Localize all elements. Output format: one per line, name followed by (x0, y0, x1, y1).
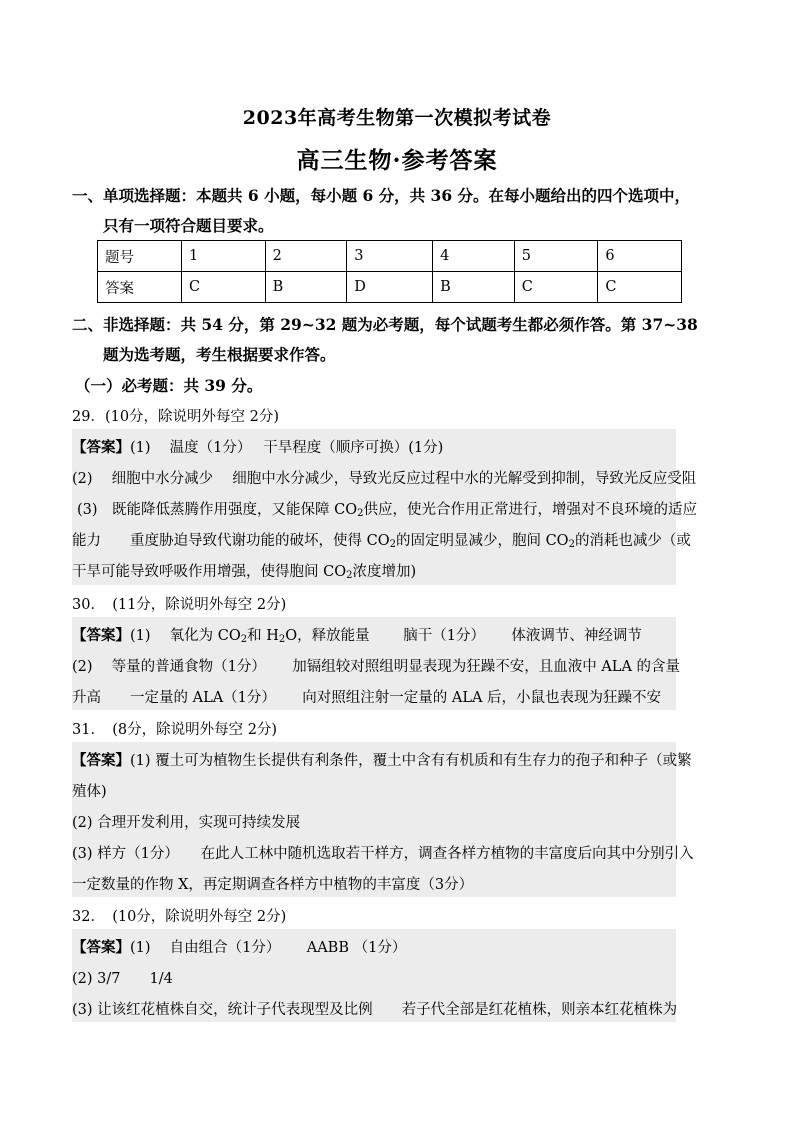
table-cell-answer: B (265, 272, 347, 303)
q29-answer-line1: 【答案】(1) 温度（1分） 干旱程度（顺序可换）(1分) (72, 439, 444, 456)
q31-answer-line2: 殖体) (72, 784, 107, 800)
answer-key-title: 高三生物·参考答案 (296, 147, 498, 174)
q30-answer-line3: 升高 一定量的 ALA（1分） 向对照组注射一定量的 ALA 后，小鼠也表现为狂躁不安 (72, 690, 662, 706)
q29-header: 29．(10分，除说明外每空 2分) (72, 409, 280, 425)
q32-answer-line1: 【答案】(1) 自由组合（1分） AABB （1分） (72, 939, 407, 956)
table-cell-answer: D (347, 272, 433, 303)
answer-label: 【答案】 (72, 439, 130, 456)
q29-answer-line3: (3) 既能降低蒸腾作用强度，又能保障 $CO_2$供应，使光合作用正常进行，增强对不良环境的适应 (77, 502, 698, 519)
section1-instructions-line1: 一、单项选择题：本题共 6 小题，每小题 6 分，共 36 分。在每小题给出的四个选项中， (72, 186, 691, 205)
q31-header: 31． (8分，除说明外每空 2分) (72, 722, 278, 738)
q29-answer-line2: (2) 细胞中水分减少 细胞中水分减少，导致光反应过程中水的光解受到抑制，导致光反应受阻 (72, 471, 697, 487)
table-cell-number: 5 (514, 241, 598, 272)
q30-header: 30． (11分，除说明外每空 2分) (72, 597, 287, 613)
table-cell-answer: C (598, 272, 682, 303)
section2-instructions-line2: 题为选考题，考生根据要求作答。 (103, 345, 336, 364)
table-cell-number: 4 (433, 241, 515, 272)
section1-instructions-line2: 只有一项符合题目要求。 (103, 216, 274, 235)
table-header-question-number: 题号 (98, 241, 182, 272)
q32-answer-line2: (2) 3/7 1/4 (72, 971, 173, 987)
answer-label: 【答案】 (72, 939, 130, 956)
multiple-choice-answer-table (97, 240, 682, 303)
answer-label: 【答案】 (72, 752, 130, 769)
table-cell-number: 2 (265, 241, 347, 272)
q31-answer-line3: (2) 合理开发利用，实现可持续发展 (72, 815, 301, 831)
table-row-question-numbers (98, 241, 682, 272)
table-header-answer: 答案 (98, 272, 182, 303)
q29-answer-line4: 能力 重度胁迫导致代谢功能的破坏，使得 $CO_2$的固定明显减少，胞间 $CO_2$的消耗也减少（或 (72, 533, 691, 550)
subsection-required-questions: （一）必考题：共 39 分。 (75, 376, 263, 395)
q30-answer-line2: (2) 等量的普通食物（1分） 加镉组较对照组明显表现为狂躁不安，且血液中 ALA 的含量 (72, 659, 681, 675)
table-cell-answer: C (514, 272, 598, 303)
q32-header: 32． (10分，除说明外每空 2分) (72, 909, 287, 925)
exam-title: 2023年高考生物第一次模拟考试卷 (242, 107, 552, 129)
q29-answer-line5: 干旱可能导致呼吸作用增强，使得胞间 $CO_2$浓度增加) (72, 564, 417, 581)
table-cell-answer: B (433, 272, 515, 303)
q30-answer-line1: 【答案】(1) 氧化为 $CO_2$和 $H_2O$，释放能量 脑干（1分） 体液调节、神经调节 (72, 627, 642, 645)
table-cell-number: 1 (182, 241, 266, 272)
q31-answer-line5: 一定数量的作物 X，再定期调查各样方中植物的丰富度（3分） (72, 877, 474, 893)
section2-instructions-line1: 二、非选择题：共 54 分，第 29~32 题为必考题，每个试题考生都必须作答。第 37~38 (72, 315, 698, 334)
table-cell-answer: C (182, 272, 266, 303)
table-cell-number: 6 (598, 241, 682, 272)
q32-answer-line3: (3) 让该红花植株自交，统计子代表现型及比例 若子代全部是红花植株，则亲本红花植株为 (72, 1002, 678, 1018)
answer-label: 【答案】 (72, 627, 130, 644)
q31-answer-line1: 【答案】(1) 覆土可为植物生长提供有利条件，覆土中含有有机质和有生存力的孢子和种子（或繁 (72, 752, 692, 769)
q31-answer-line4: (3) 样方（1分） 在此人工林中随机选取若干样方，调查各样方植物的丰富度后向其中分别引入 (72, 846, 694, 862)
table-cell-number: 3 (347, 241, 433, 272)
table-row-answers (98, 272, 682, 303)
